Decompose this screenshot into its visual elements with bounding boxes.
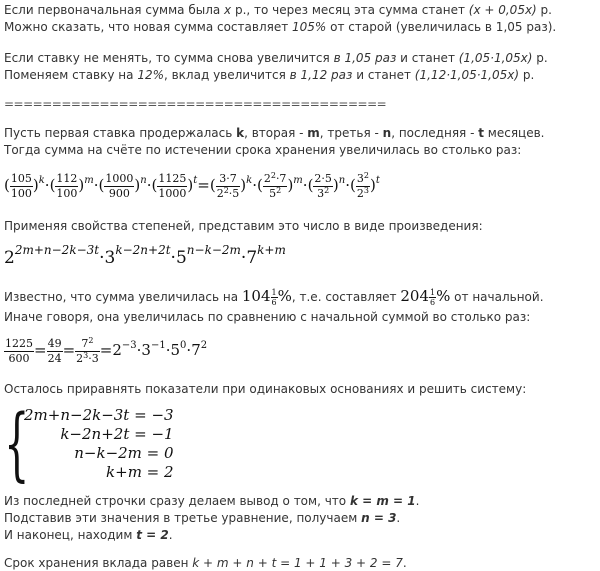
num: $3^2$	[356, 170, 369, 185]
paragraph-apply-powers: Применяя свойства степеней, представим это число в виде произведения:	[4, 219, 483, 233]
power-term: $3^{-1}$	[141, 340, 166, 359]
text: от старой (увеличилась в 1,05 раз).	[326, 20, 557, 34]
fraction	[263, 172, 288, 201]
paragraph-105-percent	[4, 19, 556, 35]
equation: 2m+n−2k−3t = −3	[24, 406, 174, 424]
text: , т.е. составляет	[291, 290, 401, 304]
den: $5^2$	[269, 185, 282, 200]
paragraph-t: И наконец, находим t = 2.	[4, 528, 173, 542]
var: x	[224, 3, 232, 17]
fraction: $\frac{105}{100}$	[10, 171, 32, 200]
expr: (x + 0,05x)	[468, 3, 537, 17]
power-term: $7^{k+m}$	[246, 243, 286, 268]
percent-104: 104 $\frac{1}{6}$ %	[241, 287, 292, 307]
fraction: $\frac{1000}{900}$	[105, 171, 134, 200]
equals: =	[197, 176, 210, 194]
formula-prime-product: $2^{2m+n-2k-3t}\cdot 3^{k-2n+2t}\cdot 5^{n-k-2m}\cdot 7^{k+m}$	[4, 243, 286, 268]
text: и станет	[396, 51, 459, 65]
expr: в 1,12 раз	[289, 68, 353, 82]
power-term: $5^0$	[170, 340, 187, 359]
power-term: $5^{n-k-2m}$	[175, 243, 241, 268]
text: р., то через месяц эта сумма станет	[231, 3, 469, 17]
text: , последняя -	[391, 126, 479, 140]
text: Можно сказать, что новая сумма составляет	[4, 20, 293, 34]
text: Известно, что сумма увеличилась на	[4, 290, 242, 304]
num: 2·5	[314, 171, 332, 185]
fraction	[313, 172, 333, 201]
expr: в 1,05 раз	[333, 51, 397, 65]
paragraph-remains: Осталось приравнять показатели при одинаковых основаниях и решить систему:	[4, 382, 527, 396]
text: месяцев.	[483, 126, 545, 140]
paragraph-k-m: Из последней строчки сразу делаем вывод о том, что k = m = 1.	[4, 494, 420, 508]
percent-204: 204 $\frac{1}{6}$ %	[400, 287, 451, 307]
equation-system	[4, 397, 174, 490]
text: Пусть первая ставка продержалась	[4, 126, 237, 140]
text: р.	[536, 3, 552, 17]
equation: k+m = 2	[106, 463, 174, 481]
fraction	[216, 172, 241, 201]
text: Если ставку не менять, то сумма снова увеличится	[4, 51, 334, 65]
num: 3·7	[216, 172, 241, 187]
power-term: $7^2$	[191, 340, 208, 359]
fraction: $\frac{1125}{1000}$	[158, 171, 187, 200]
brace-icon: {	[4, 397, 30, 490]
expr: 105%	[292, 20, 327, 34]
paragraph-then: Тогда сумма на счёте по истечении срока хранения увеличилась во столько раз:	[4, 143, 522, 157]
fraction: $\frac{1225}{600}$	[5, 336, 33, 365]
fraction: $\frac{7^2}{2^3\cdot 3}$	[76, 335, 99, 365]
den: $2^2\cdot 5$	[216, 185, 240, 200]
paragraph-same-rate	[4, 50, 548, 66]
equation: n−k−2m = 0	[74, 444, 174, 462]
paragraph-answer: Срок хранения вклада равен k + m + n + t = 1 + 1 + 3 + 2 = 7.	[4, 556, 407, 570]
var: k	[236, 126, 245, 140]
formula-ratio: $\frac{1225}{600}$ = $\frac{49}{24}$ = $\frac{7^2}{2^3\cdot 3}$ $=2^{-3}\cdot 3^{-1}\cdot 5^0\cdot 7^2$	[5, 335, 208, 365]
expr: n = 3	[361, 511, 397, 525]
expr: 12%	[137, 68, 164, 82]
text: , третья -	[319, 126, 383, 140]
text: р.	[532, 51, 548, 65]
paragraph-otherwise: Иначе говоря, она увеличилась по сравнению с начальной суммой во столько раз:	[4, 310, 531, 324]
den: $3^2$	[317, 185, 330, 200]
text: р.	[519, 68, 535, 82]
text: Подставив эти значения в третье уравнение, получаем	[4, 511, 362, 525]
paragraph-let-periods	[4, 125, 544, 141]
expr: k + m + n + t = 1 + 1 + 3 + 2 = 7	[192, 556, 403, 570]
formula-left: ( $\frac{105}{100}$ )$^k$·( $\frac{112}{100}$ )$^m$·( $\frac{1000}{900}$ )$^n$·( $\frac{1125}{1000}$ )$^t$	[4, 171, 198, 200]
var: t	[478, 126, 484, 140]
text: И наконец, находим	[4, 528, 137, 542]
num: $2^2\cdot 7$	[263, 170, 287, 185]
var: m	[307, 126, 320, 140]
den: $2^3$	[356, 185, 369, 200]
expr: (1,12·1,05·1,05x)	[414, 68, 520, 82]
formula-result: $2^{-3}\cdot 3^{-1}\cdot 5^0\cdot 7^2$	[112, 340, 208, 359]
power-term: $2^{2m+n-2k-3t}$	[4, 243, 100, 268]
formula-product: ( $\frac{105}{100}$ )$^k$·( $\frac{112}{100}$ )$^m$·( $\frac{1000}{900}$ )$^n$·( $\frac{1125}{1000}$ )$^t$=( $\frac{3\cdot 7}{2^2\cdot 5}$ )$^k$·( $\frac{2^2\cdot 7}{5^2}$ )$^m$·( $\frac{2\cdot 5}{3^2}$ )$^n$·( $\frac{3^2}{2^3}$ )$^t$	[4, 170, 380, 200]
text: и станет	[352, 68, 415, 82]
text: , вклад увеличится	[163, 68, 290, 82]
expr: t = 2	[136, 528, 169, 542]
text: Из последней строчки сразу делаем вывод о том, что	[4, 494, 350, 508]
fraction: $\frac{49}{24}$	[47, 336, 62, 365]
system-rows	[24, 406, 174, 482]
fraction	[356, 172, 370, 201]
text: Если первоначальная сумма была	[4, 3, 225, 17]
text: Поменяем ставку на	[4, 68, 138, 82]
expr: (1,05·1,05x)	[458, 51, 533, 65]
fraction: $\frac{112}{100}$	[56, 171, 78, 200]
text: от начальной.	[450, 290, 544, 304]
power-term: $3^{k-2n+2t}$	[104, 243, 171, 268]
equation: k−2n+2t = −1	[60, 425, 174, 443]
text: , вторая -	[244, 126, 308, 140]
paragraph-initial-sum	[4, 2, 552, 18]
paragraph-increased-by	[4, 285, 544, 307]
paragraph-change-rate	[4, 67, 534, 83]
var: n	[382, 126, 392, 140]
separator: ========================================	[4, 97, 387, 111]
text: Срок хранения вклада равен	[4, 556, 193, 570]
paragraph-n: Подставив эти значения в третье уравнение, получаем n = 3.	[4, 511, 401, 525]
expr: k = m = 1	[349, 494, 416, 508]
power-term: $2^{-3}$	[112, 340, 137, 359]
